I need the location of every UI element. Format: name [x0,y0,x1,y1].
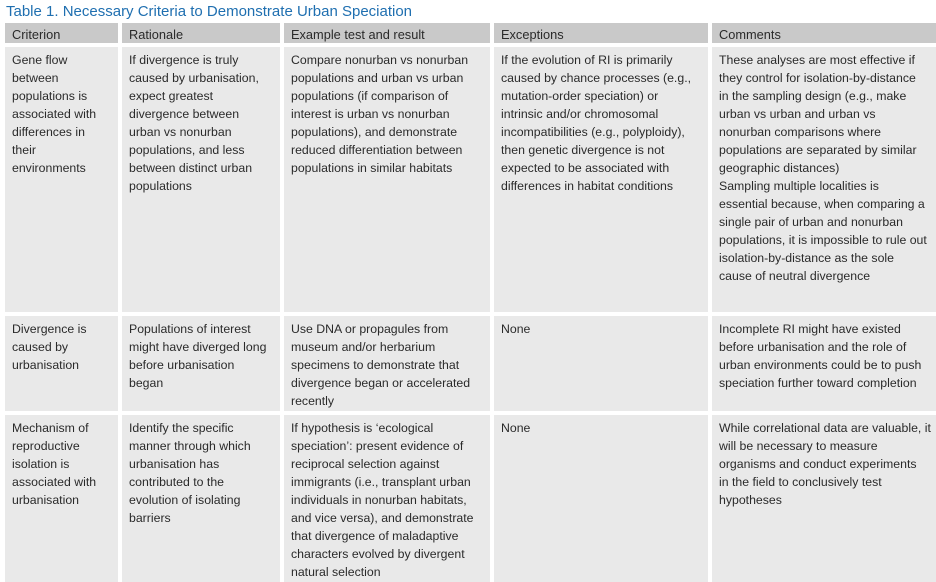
row2-rationale: Populations of interest might have diverged long before urbanisation began [122,316,280,411]
row2-criterion: Divergence is caused by urbanisation [5,316,118,411]
row1-rationale: If divergence is truly caused by urbanisation, expect greatest divergence between urban vs nonurban populations, and less between distinct urban populations [122,47,280,312]
row3-comments: While correlational data are valuable, it will be necessary to measure organisms and conduct experiments in the field to conclusively test hypotheses [712,415,936,582]
row1-exceptions: If the evolution of RI is primarily caused by chance processes (e.g., mutation-order speciation) or intrinsic and/or chromosomal incompatibilities (e.g., polyploidy), then genetic divergence is not expected to be associated with differences in habitat conditions [494,47,708,312]
row2-exceptions: None [494,316,708,411]
table-title: Table 1. Necessary Criteria to Demonstrate Urban Speciation [6,3,413,20]
criteria-table [5,23,931,582]
header-criterion: Criterion [5,23,118,43]
row3-example-test: If hypothesis is ‘ecological speciation’: present evidence of reciprocal selection against immigrants (i.e., transplant urban individuals in nonurban habitats, and vice versa), and demonstrate that divergence of maladaptive characters evolved by divergent natural selection [284,415,490,582]
row2-comments: Incomplete RI might have existed before urbanisation and the role of urban environments could be to push speciation further toward completion [712,316,936,411]
row3-rationale: Identify the specific manner through which urbanisation has contributed to the evolution of isolating barriers [122,415,280,582]
row1-example-test: Compare nonurban vs nonurban populations and urban vs urban populations (if comparison of interest is urban vs nonurban populations), and demonstrate reduced differentiation between populations in similar habitats [284,47,490,312]
header-comments: Comments [712,23,936,43]
row3-criterion: Mechanism of reproductive isolation is associated with urbanisation [5,415,118,582]
row1-criterion: Gene flow between populations is associated with differences in their environments [5,47,118,312]
header-exceptions: Exceptions [494,23,708,43]
row2-example-test: Use DNA or propagules from museum and/or herbarium specimens to demonstrate that divergence began or accelerated recently [284,316,490,411]
header-rationale: Rationale [122,23,280,43]
row3-exceptions: None [494,415,708,582]
row1-comments: These analyses are most effective if they control for isolation-by-distance in the sampling design (e.g., make urban vs urban and urban vs nonurban comparisons where populations are separated by similar geographic distances) Sampling multiple localities is essential because, when comparing a single pair of urban and nonurban populations, it is impossible to rule out isolation-by-distance as the sole cause of neutral divergence [712,47,936,312]
header-example-test: Example test and result [284,23,490,43]
